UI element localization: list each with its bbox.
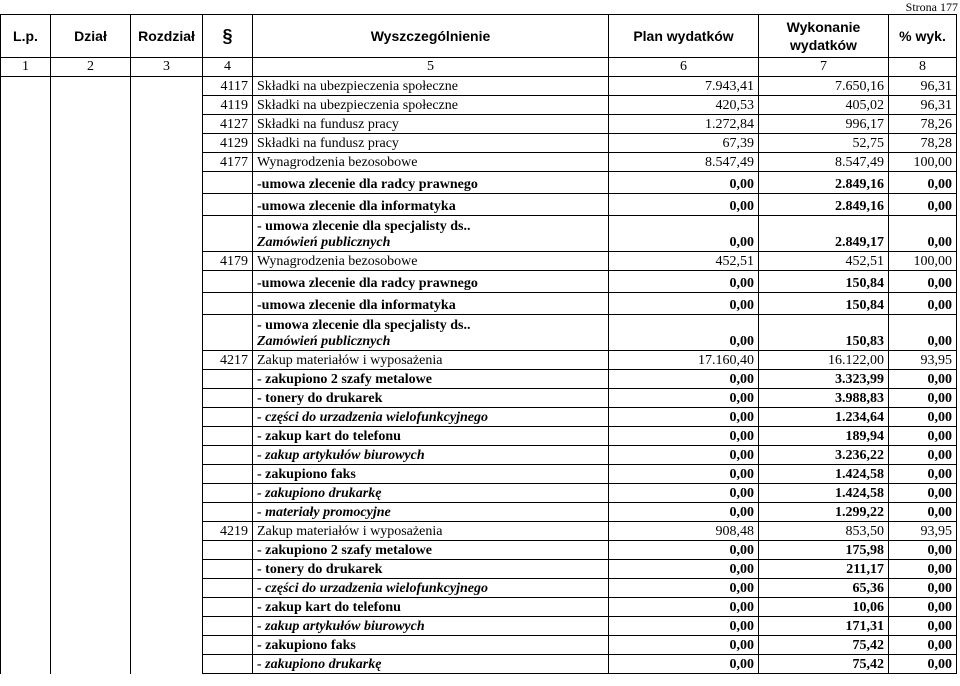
cell-paragraf [203,389,253,408]
cell-lp [1,252,51,271]
cell-dzial [51,194,131,216]
cell-plan: 17.160,40 [609,351,759,370]
header-wykonanie-line2: wydatków [790,37,857,53]
cell-rozdzial [131,503,203,522]
cell-wykonanie: 1.424,58 [759,484,889,503]
cell-percent: 0,00 [889,194,957,216]
table-row [1,446,957,465]
cell-description: - zakupiono drukarkę [253,655,609,674]
header-dzial: Dział [51,15,131,58]
cell-plan: 0,00 [609,560,759,579]
table-body [1,77,957,674]
table-row [1,77,957,96]
col-number: 6 [609,58,759,77]
cell-dzial [51,351,131,370]
cell-percent: 0,00 [889,446,957,465]
cell-rozdzial [131,271,203,293]
cell-lp [1,560,51,579]
cell-wykonanie: 1.424,58 [759,465,889,484]
cell-rozdzial [131,617,203,636]
cell-wykonanie: 853,50 [759,522,889,541]
cell-dzial [51,96,131,115]
cell-percent: 0,00 [889,389,957,408]
cell-description: Składki na fundusz pracy [253,115,609,134]
table-row [1,315,957,351]
cell-lp [1,370,51,389]
cell-plan: 0,00 [609,216,759,252]
cell-plan: 67,39 [609,134,759,153]
cell-percent: 0,00 [889,427,957,446]
cell-wykonanie: 65,36 [759,579,889,598]
col-number: 2 [51,58,131,77]
cell-dzial [51,271,131,293]
cell-percent: 0,00 [889,484,957,503]
cell-paragraf [203,293,253,315]
cell-dzial [51,293,131,315]
cell-plan: 0,00 [609,655,759,674]
cell-description: - materiały promocyjne [253,503,609,522]
cell-lp [1,427,51,446]
cell-wykonanie: 1.299,22 [759,503,889,522]
table-row [1,636,957,655]
table-row [1,351,957,370]
cell-rozdzial [131,541,203,560]
cell-rozdzial [131,522,203,541]
header-proc: % wyk. [889,15,957,58]
cell-description: - części do urzadzenia wielofunkcyjnego [253,579,609,598]
cell-paragraf [203,427,253,446]
cell-wykonanie: 3.988,83 [759,389,889,408]
cell-percent: 93,95 [889,522,957,541]
col-number: 7 [759,58,889,77]
cell-rozdzial [131,655,203,674]
cell-dzial [51,617,131,636]
table-row [1,579,957,598]
cell-dzial [51,484,131,503]
cell-dzial [51,153,131,172]
cell-wykonanie: 996,17 [759,115,889,134]
cell-plan: 0,00 [609,271,759,293]
cell-lp [1,389,51,408]
cell-description: - zakupiono faks [253,465,609,484]
cell-lp [1,503,51,522]
cell-plan: 0,00 [609,503,759,522]
cell-description: -umowa zlecenie dla radcy prawnego [253,271,609,293]
cell-paragraf [203,271,253,293]
expense-table [0,14,957,674]
description-line2: Zamówień publicznych [257,235,391,250]
cell-wykonanie: 189,94 [759,427,889,446]
table-row [1,427,957,446]
table-row [1,96,957,115]
cell-percent: 96,31 [889,77,957,96]
cell-paragraf [203,465,253,484]
cell-rozdzial [131,252,203,271]
table-row [1,522,957,541]
description-line1: - umowa zlecenie dla specjalisty ds.. [257,219,471,234]
cell-wykonanie: 211,17 [759,560,889,579]
cell-plan: 0,00 [609,484,759,503]
col-number: 8 [889,58,957,77]
cell-description: - zakupiono drukarkę [253,484,609,503]
cell-lp [1,216,51,252]
table-row [1,617,957,636]
cell-dzial [51,541,131,560]
cell-percent: 0,00 [889,636,957,655]
cell-percent: 0,00 [889,172,957,194]
cell-description: - zakup kart do telefonu [253,598,609,617]
cell-wykonanie: 10,06 [759,598,889,617]
table-row [1,389,957,408]
cell-lp [1,153,51,172]
cell-rozdzial [131,579,203,598]
cell-dzial [51,655,131,674]
cell-rozdzial [131,216,203,252]
table-row [1,216,957,252]
header-paragraf: § [203,15,253,58]
cell-dzial [51,503,131,522]
cell-description: - zakup kart do telefonu [253,427,609,446]
cell-wykonanie: 150,84 [759,293,889,315]
cell-lp [1,194,51,216]
cell-rozdzial [131,115,203,134]
table-row [1,541,957,560]
header-opis: Wyszczególnienie [253,15,609,58]
cell-dzial [51,77,131,96]
cell-paragraf [203,503,253,522]
cell-paragraf [203,446,253,465]
table-row [1,153,957,172]
cell-description: Zakup materiałów i wyposażenia [253,522,609,541]
cell-paragraf [203,172,253,194]
cell-percent: 0,00 [889,293,957,315]
cell-rozdzial [131,77,203,96]
cell-dzial [51,446,131,465]
cell-wykonanie: 171,31 [759,617,889,636]
cell-plan: 0,00 [609,446,759,465]
cell-plan: 0,00 [609,293,759,315]
cell-percent: 100,00 [889,252,957,271]
cell-percent: 93,95 [889,351,957,370]
cell-dzial [51,408,131,427]
cell-percent: 100,00 [889,153,957,172]
cell-plan: 0,00 [609,617,759,636]
table-row [1,172,957,194]
cell-wykonanie: 16.122,00 [759,351,889,370]
cell-plan: 0,00 [609,389,759,408]
cell-description: - tonery do drukarek [253,389,609,408]
cell-lp [1,115,51,134]
cell-lp [1,636,51,655]
cell-dzial [51,315,131,351]
cell-paragraf: 4219 [203,522,253,541]
cell-lp [1,541,51,560]
table-row [1,465,957,484]
cell-lp [1,96,51,115]
header-row [1,15,957,58]
col-number: 4 [203,58,253,77]
cell-description: Wynagrodzenia bezosobowe [253,153,609,172]
cell-percent: 0,00 [889,541,957,560]
cell-dzial [51,370,131,389]
cell-rozdzial [131,484,203,503]
cell-description: Wynagrodzenia bezosobowe [253,252,609,271]
cell-plan: 0,00 [609,598,759,617]
cell-paragraf [203,560,253,579]
cell-rozdzial [131,560,203,579]
description-line2: Zamówień publicznych [257,334,391,349]
cell-paragraf [203,315,253,351]
cell-rozdzial [131,598,203,617]
cell-lp [1,579,51,598]
cell-plan: 8.547,49 [609,153,759,172]
cell-paragraf: 4127 [203,115,253,134]
cell-dzial [51,522,131,541]
cell-percent: 0,00 [889,216,957,252]
cell-plan: 0,00 [609,194,759,216]
cell-description: -umowa zlecenie dla radcy prawnego [253,172,609,194]
cell-percent: 0,00 [889,370,957,389]
cell-lp [1,408,51,427]
column-number-row [1,58,957,77]
cell-dzial [51,115,131,134]
cell-rozdzial [131,636,203,655]
header-wykonanie-line1: Wykonanie [786,19,861,35]
table-row [1,484,957,503]
cell-percent: 78,26 [889,115,957,134]
cell-paragraf [203,617,253,636]
cell-percent: 0,00 [889,271,957,293]
cell-dzial [51,172,131,194]
cell-plan: 0,00 [609,427,759,446]
cell-plan: 0,00 [609,465,759,484]
cell-description: - tonery do drukarek [253,560,609,579]
header-plan: Plan wydatków [609,15,759,58]
header-lp: L.p. [1,15,51,58]
cell-lp [1,351,51,370]
cell-percent: 78,28 [889,134,957,153]
cell-percent: 0,00 [889,315,957,351]
cell-lp [1,172,51,194]
cell-paragraf [203,408,253,427]
cell-wykonanie: 452,51 [759,252,889,271]
cell-plan: 0,00 [609,579,759,598]
cell-rozdzial [131,134,203,153]
cell-dzial [51,579,131,598]
cell-description: - części do urzadzenia wielofunkcyjnego [253,408,609,427]
cell-rozdzial [131,351,203,370]
cell-paragraf [203,216,253,252]
cell-lp [1,522,51,541]
cell-wykonanie: 175,98 [759,541,889,560]
cell-rozdzial [131,427,203,446]
cell-description: - zakupiono 2 szafy metalowe [253,541,609,560]
cell-description: - zakupiono faks [253,636,609,655]
cell-paragraf: 4179 [203,252,253,271]
cell-paragraf [203,541,253,560]
cell-description: Zakup materiałów i wyposażenia [253,351,609,370]
cell-dzial [51,389,131,408]
cell-wykonanie: 150,83 [759,315,889,351]
cell-wykonanie: 2.849,16 [759,172,889,194]
cell-dzial [51,216,131,252]
cell-plan: 0,00 [609,541,759,560]
cell-plan: 1.272,84 [609,115,759,134]
cell-rozdzial [131,194,203,216]
cell-paragraf: 4217 [203,351,253,370]
cell-lp [1,465,51,484]
cell-percent: 0,00 [889,598,957,617]
cell-dzial [51,636,131,655]
cell-wykonanie: 7.650,16 [759,77,889,96]
cell-description: -umowa zlecenie dla informatyka [253,194,609,216]
cell-rozdzial [131,96,203,115]
cell-percent: 0,00 [889,465,957,484]
cell-description: Składki na ubezpieczenia społeczne [253,96,609,115]
cell-plan: 452,51 [609,252,759,271]
cell-paragraf [203,194,253,216]
cell-plan: 420,53 [609,96,759,115]
cell-wykonanie: 75,42 [759,636,889,655]
cell-dzial [51,134,131,153]
cell-percent: 0,00 [889,503,957,522]
cell-dzial [51,465,131,484]
cell-rozdzial [131,370,203,389]
cell-wykonanie: 2.849,17 [759,216,889,252]
cell-rozdzial [131,408,203,427]
cell-lp [1,134,51,153]
cell-lp [1,315,51,351]
cell-wykonanie: 2.849,16 [759,194,889,216]
cell-rozdzial [131,446,203,465]
cell-paragraf: 4129 [203,134,253,153]
cell-plan: 7.943,41 [609,77,759,96]
cell-percent: 0,00 [889,579,957,598]
cell-dzial [51,560,131,579]
cell-lp [1,617,51,636]
description-line1: - umowa zlecenie dla specjalisty ds.. [257,318,471,333]
cell-wykonanie: 3.236,22 [759,446,889,465]
cell-wykonanie: 3.323,99 [759,370,889,389]
cell-plan: 0,00 [609,636,759,655]
cell-plan: 0,00 [609,370,759,389]
cell-plan: 908,48 [609,522,759,541]
cell-paragraf [203,636,253,655]
cell-percent: 0,00 [889,408,957,427]
cell-paragraf [203,598,253,617]
cell-rozdzial [131,293,203,315]
header-rozdzial: Rozdział [131,15,203,58]
table-row [1,408,957,427]
table-row [1,194,957,216]
cell-description: Składki na fundusz pracy [253,134,609,153]
cell-rozdzial [131,389,203,408]
cell-percent: 96,31 [889,96,957,115]
cell-description: Składki na ubezpieczenia społeczne [253,77,609,96]
cell-description: - zakup artykułów biurowych [253,617,609,636]
cell-wykonanie: 52,75 [759,134,889,153]
col-number: 1 [1,58,51,77]
table-row [1,503,957,522]
cell-plan: 0,00 [609,172,759,194]
cell-lp [1,77,51,96]
table-row [1,655,957,674]
cell-description [253,216,609,252]
cell-wykonanie: 150,84 [759,271,889,293]
cell-percent: 0,00 [889,560,957,579]
cell-wykonanie: 75,42 [759,655,889,674]
cell-lp [1,446,51,465]
table-row [1,560,957,579]
cell-description: - zakup artykułów biurowych [253,446,609,465]
cell-percent: 0,00 [889,617,957,636]
cell-paragraf [203,484,253,503]
cell-paragraf: 4119 [203,96,253,115]
page-number: Strona 177 [905,0,958,14]
cell-dzial [51,598,131,617]
table-row [1,134,957,153]
cell-paragraf [203,655,253,674]
table-row [1,252,957,271]
table-row [1,271,957,293]
cell-paragraf: 4177 [203,153,253,172]
cell-plan: 0,00 [609,408,759,427]
cell-lp [1,598,51,617]
col-number: 5 [253,58,609,77]
cell-rozdzial [131,315,203,351]
cell-dzial [51,252,131,271]
cell-rozdzial [131,172,203,194]
table-row [1,293,957,315]
cell-lp [1,271,51,293]
cell-lp [1,293,51,315]
cell-rozdzial [131,465,203,484]
cell-paragraf [203,579,253,598]
cell-plan: 0,00 [609,315,759,351]
cell-rozdzial [131,153,203,172]
cell-lp [1,655,51,674]
cell-wykonanie: 405,02 [759,96,889,115]
cell-paragraf: 4117 [203,77,253,96]
cell-percent: 0,00 [889,655,957,674]
cell-paragraf [203,370,253,389]
cell-wykonanie: 8.547,49 [759,153,889,172]
cell-dzial [51,427,131,446]
cell-description [253,315,609,351]
table-row [1,370,957,389]
cell-description: -umowa zlecenie dla informatyka [253,293,609,315]
table-row [1,115,957,134]
header-wykonanie [759,15,889,58]
cell-lp [1,484,51,503]
col-number: 3 [131,58,203,77]
table-row [1,598,957,617]
cell-wykonanie: 1.234,64 [759,408,889,427]
cell-description: - zakupiono 2 szafy metalowe [253,370,609,389]
